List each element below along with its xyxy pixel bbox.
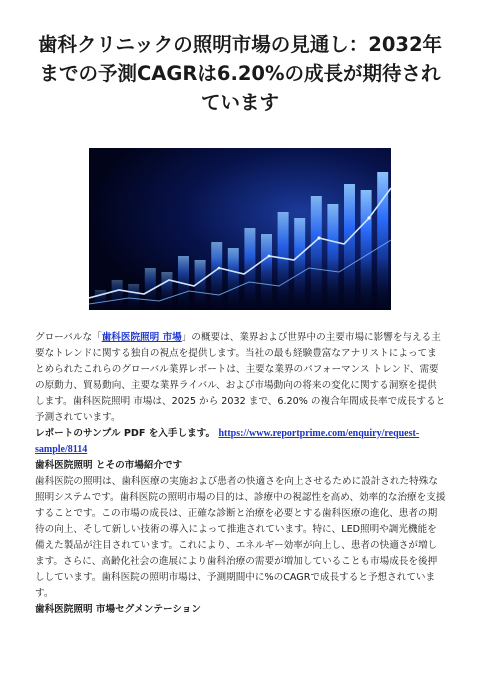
sample-request [35, 426, 446, 458]
intro-text-after: 」の概要は、業界および世界中の主要市場に影響を与える主要なトレンドに関する独自の視点を提供します。当社の最も経験豊富なアナリストによってまとめられたこれらのグローバル業界レポートは、主要な業界のパフォーマンス トレンド、需要の原動力、貿易動向、主要な業界ライバル、および市場動向の将来の変化に関する洞察を提供します。歯科医院照明 市場は、2025 から 2032 まで、6.20% の複合年間成長率で成長すると予測されています。 [35, 332, 446, 423]
intro-paragraph [35, 330, 446, 426]
section-heading-intro: 歯科医院照明 とその市場紹介です [35, 460, 183, 471]
intro-text-before: グローバルな「 [35, 332, 102, 343]
sample-url-link[interactable]: https://www.reportprime.com/enquiry/request-sample/8114 [35, 428, 420, 455]
hero-image [89, 148, 391, 310]
section-intro-paragraph: 歯科医院の照明は、歯科医療の実施および患者の快適さを向上させるために設計された特殊な照明システムです。歯科医院の照明市場の目的は、診療中の視認性を高め、効率的な治療を支援することです。この市場の成長は、正確な診断と治療を必要とする歯科医療の進化、患者の期待の向上、そして新しい技術の導入によって推進されています。特に、LED照明や調光機能を備えた製品が注目されています。これにより、エネルギー効率が向上し、患者の快適さが増します。さらに、高齢化社会の進展により歯科治療の需要が増加していることも市場成長を後押ししています。歯科医院の照明市場は、予測期間中に%のCAGRで成長すると予想されています。 [35, 476, 446, 599]
article-body [35, 330, 446, 618]
sample-label: レポートのサンプル PDF を入手します。 [35, 428, 216, 439]
section-heading-segmentation: 歯科医院照明 市場セグメンテーション [35, 604, 201, 615]
page-title: 歯科クリニックの照明市場の見通し：2032年までの予測CAGRは6.20%の成長が期待されています [37, 33, 443, 114]
market-link[interactable]: 歯科医院照明 市場 [101, 332, 182, 343]
